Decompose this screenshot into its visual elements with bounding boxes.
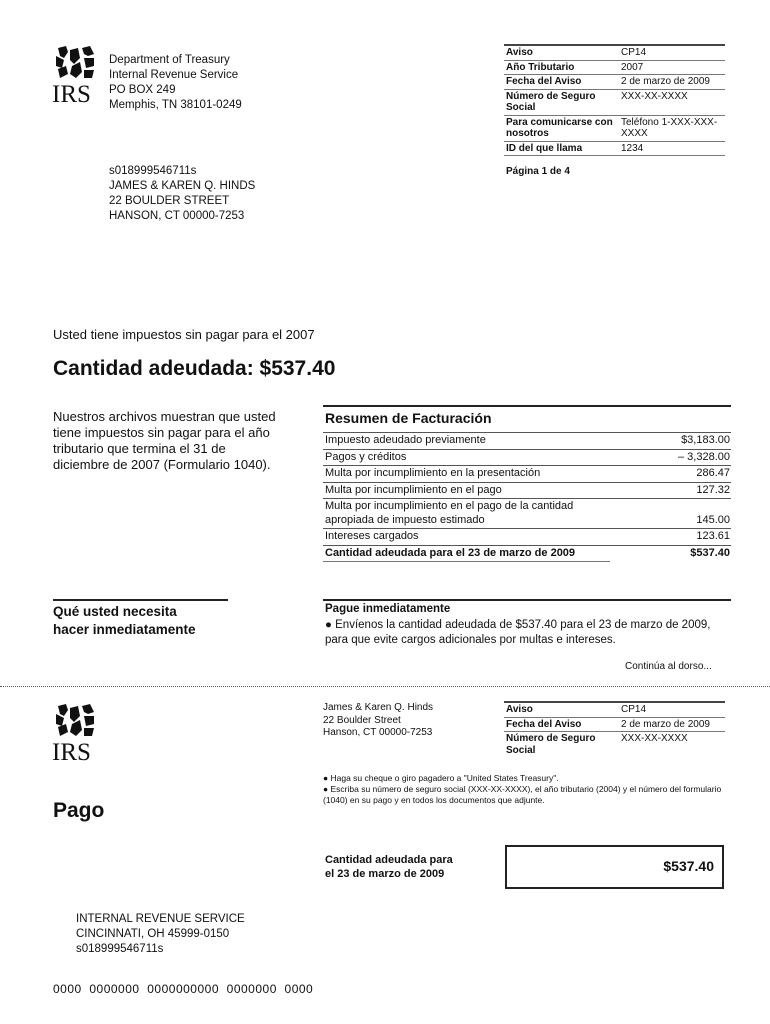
info-label: Fecha del Aviso [504, 75, 618, 90]
billing-total-label: Cantidad adeudada para el 23 de marzo de 2009 [323, 545, 610, 562]
billing-row [323, 466, 731, 483]
irs-logo-text: IRS [52, 81, 91, 108]
tear-off-line [0, 686, 770, 687]
billing-amount: 123.61 [610, 529, 731, 546]
action-heading [53, 603, 196, 639]
info-label: Año Tributario [504, 60, 618, 75]
payment-title: Pago [53, 799, 105, 822]
amount-label-line: Cantidad adeudada para [325, 854, 453, 866]
continue-note: Continúa al dorso... [625, 661, 712, 672]
payment-instructions [323, 773, 723, 806]
info-value: 2 de marzo de 2009 [618, 75, 725, 90]
instruction-line: ● Haga su cheque o giro pagadero a "United States Treasury". [323, 773, 559, 783]
section-rule [323, 599, 731, 601]
amount-due-box [505, 845, 724, 889]
billing-row [323, 449, 731, 466]
pay-now-subheading: Pague inmediatamente [325, 603, 451, 615]
recipient-line: JAMES & KAREN Q. HINDS [109, 180, 256, 192]
scan-line: 0000 0000000 0000000000 0000000 0000 [53, 982, 314, 996]
amount-label-line: el 23 de marzo de 2009 [325, 868, 445, 880]
sender-address [109, 53, 242, 113]
stub-info-row [504, 717, 725, 732]
action-heading-line: Qué usted necesita [53, 604, 177, 619]
billing-label: Intereses cargados [323, 529, 610, 546]
stub-amount-value: $537.40 [663, 858, 714, 874]
info-value: CP14 [618, 45, 725, 60]
info-value: Teléfono 1-XXX-XXX-XXXX [618, 115, 725, 141]
sender-line: Department of Treasury [109, 54, 230, 66]
billing-summary [323, 405, 731, 562]
billing-total-row [323, 545, 731, 562]
stub-info-row [504, 702, 725, 717]
billing-label: Impuesto adeudado previamente [323, 433, 610, 450]
info-label: Número de Seguro Social [504, 89, 618, 115]
info-value: 1234 [618, 141, 725, 156]
sender-line: Memphis, TN 38101-0249 [109, 99, 242, 111]
payer-line: 22 Boulder Street [323, 714, 401, 726]
billing-title: Resumen de Facturación [323, 405, 731, 432]
sender-line: Internal Revenue Service [109, 69, 239, 81]
billing-row [323, 499, 731, 529]
info-label: Aviso [504, 702, 618, 717]
irs-address-line: s018999546711s [76, 943, 164, 955]
records-paragraph: Nuestros archivos muestran que usted tiene impuestos sin pagar para el año tributario que termina el 31 de diciembre de 2007 (Formulario 1040). [53, 409, 276, 472]
info-label: Número de Seguro Social [506, 733, 596, 756]
info-value: CP14 [618, 702, 725, 717]
billing-label: Multa por incumplimiento en la presentación [323, 466, 610, 483]
section-rule [53, 599, 228, 601]
action-heading-line: hacer inmediatamente [53, 622, 196, 637]
billing-amount: 127.32 [610, 482, 731, 499]
info-value: XXX-XX-XXXX [621, 733, 688, 744]
recipient-line: HANSON, CT 00000-7253 [109, 210, 245, 222]
intro-text: Usted tiene impuestos sin pagar para el 2007 [53, 327, 315, 342]
notice-info-row [504, 115, 725, 141]
irs-mailing-address [76, 912, 245, 957]
amount-due-heading: Cantidad adeudada: $537.40 [53, 357, 336, 380]
notice-info-row [504, 75, 725, 90]
billing-amount: 286.47 [610, 466, 731, 483]
billing-row [323, 433, 731, 450]
sender-line: PO BOX 249 [109, 84, 176, 96]
stub-info-row [504, 732, 725, 758]
info-label: Aviso [504, 45, 618, 60]
billing-label: Multa por incumplimiento en el pago [323, 482, 610, 499]
notice-info-row [504, 45, 725, 60]
billing-amount: $3,183.00 [610, 433, 731, 450]
payer-address [323, 702, 433, 740]
billing-amount: 145.00 [610, 499, 731, 529]
notice-info-table [504, 44, 725, 156]
irs-address-line: CINCINNATI, OH 45999-0150 [76, 928, 230, 940]
recipient-line: 22 BOULDER STREET [109, 195, 230, 207]
billing-label: Multa por incumplimiento en el pago de la cantidad apropiada de impuesto estimado [323, 499, 610, 529]
info-value: 2007 [618, 60, 725, 75]
billing-total-amount: $537.40 [610, 545, 731, 562]
page-number: Página 1 de 4 [506, 166, 570, 177]
irs-logo-text: IRS [52, 739, 91, 766]
info-value: XXX-XX-XXXX [618, 89, 725, 115]
payer-line: James & Karen Q. Hinds [323, 702, 434, 713]
pay-now-bullet: ● Envíenos la cantidad adeudada de $537.40 para el 23 de marzo de 2009, para que evite cargos adicionales por multas e intereses. [325, 619, 711, 646]
notice-info-row [504, 60, 725, 75]
payer-line: Hanson, CT 00000-7253 [323, 727, 433, 738]
billing-row [323, 482, 731, 499]
info-label: Para comunicarse con nosotros [504, 115, 618, 141]
recipient-address [109, 164, 255, 224]
billing-label: Pagos y créditos [323, 449, 610, 466]
stub-info-table [504, 701, 725, 757]
notice-info-row [504, 141, 725, 156]
notice-info-row [504, 89, 725, 115]
irs-logo [52, 44, 100, 107]
billing-row [323, 529, 731, 546]
irs-address-line: INTERNAL REVENUE SERVICE [76, 913, 245, 925]
eagle-emblem-icon [52, 44, 98, 82]
billing-table [323, 432, 731, 562]
stub-amount-label [325, 853, 453, 881]
stub-irs-logo [52, 702, 100, 765]
instruction-line: ● Escriba su número de seguro social (XXX-XX-XXXX), el año tributario (2004) y el número del formulario (1040) en su pago y en todos los documentos que adjunte. [323, 784, 722, 805]
info-value: 2 de marzo de 2009 [618, 717, 725, 732]
info-label: Fecha del Aviso [504, 717, 618, 732]
billing-amount: – 3,328.00 [610, 449, 731, 466]
eagle-emblem-icon [52, 702, 98, 740]
recipient-id: s018999546711s [109, 165, 197, 177]
info-label: ID del que llama [504, 141, 618, 156]
